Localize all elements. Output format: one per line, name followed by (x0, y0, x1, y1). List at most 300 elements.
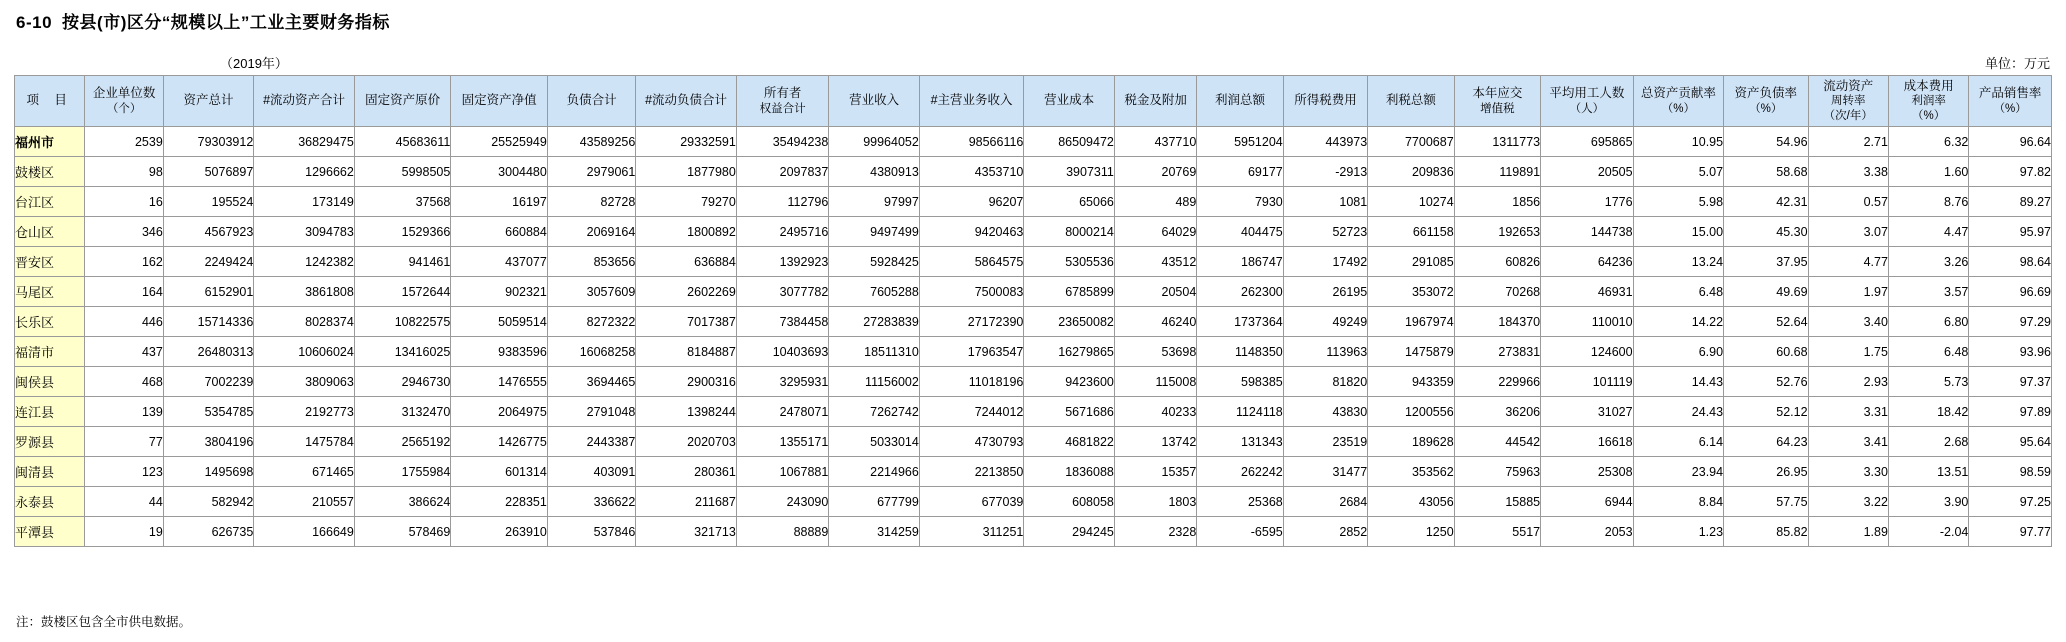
unit-label: 单位：万元 (1984, 56, 2050, 71)
table-cell: 11018196 (919, 367, 1024, 397)
table-cell: 98.64 (1969, 247, 2052, 277)
table-cell: 101119 (1541, 367, 1633, 397)
row-header-region: 长乐区 (15, 307, 85, 337)
table-cell: 353072 (1368, 277, 1454, 307)
table-cell: 229966 (1454, 367, 1540, 397)
table-cell: 1200556 (1368, 397, 1454, 427)
table-row (15, 487, 2052, 517)
table-cell: 192653 (1454, 217, 1540, 247)
table-cell: 404475 (1197, 217, 1283, 247)
table-cell: 601314 (451, 457, 548, 487)
table-cell: 3094783 (254, 217, 355, 247)
table-cell: 6944 (1541, 487, 1633, 517)
table-cell: 5033014 (829, 427, 919, 457)
table-cell: 2053 (1541, 517, 1633, 547)
col-header-cost-expense-margin: 成本费用 利润率 （%） (1888, 76, 1968, 127)
table-cell: 31477 (1283, 457, 1367, 487)
table-cell: 16279865 (1024, 337, 1114, 367)
table-cell: 262242 (1197, 457, 1283, 487)
table-cell: 336622 (547, 487, 635, 517)
table-cell: 60.68 (1724, 337, 1808, 367)
table-cell: 86509472 (1024, 127, 1114, 157)
table-cell: 98.59 (1969, 457, 2052, 487)
table-cell: 7384458 (736, 307, 828, 337)
table-cell: 291085 (1368, 247, 1454, 277)
table-cell: 2069164 (547, 217, 635, 247)
table-cell: 37.95 (1724, 247, 1808, 277)
table-cell: 3132470 (354, 397, 451, 427)
table-cell: 5076897 (163, 157, 253, 187)
table-cell: 3861808 (254, 277, 355, 307)
table-cell: 2192773 (254, 397, 355, 427)
col-header-total-asset-contribution-rate: 总资产贡献率 （%） (1633, 76, 1723, 127)
table-cell: 15357 (1114, 457, 1196, 487)
table-cell: 311251 (919, 517, 1024, 547)
table-cell: 3057609 (547, 277, 635, 307)
table-cell: 5.98 (1633, 187, 1723, 217)
table-cell: 1967974 (1368, 307, 1454, 337)
table-cell: 52.12 (1724, 397, 1808, 427)
table-cell: 99964052 (829, 127, 919, 157)
table-cell: 49249 (1283, 307, 1367, 337)
col-header-main-business-revenue: #主营业务收入 (919, 76, 1024, 127)
table-cell: 228351 (451, 487, 548, 517)
row-header-region: 马尾区 (15, 277, 85, 307)
table-cell: 3907311 (1024, 157, 1114, 187)
table-cell: 166649 (254, 517, 355, 547)
table-row (15, 367, 2052, 397)
table-cell: 45683611 (354, 127, 451, 157)
table-cell: 27283839 (829, 307, 919, 337)
table-cell: 636884 (636, 247, 737, 277)
table-cell: 943359 (1368, 367, 1454, 397)
table-cell: 82728 (547, 187, 635, 217)
col-header-current-asset-turnover: 流动资产 周转率 （次/年） (1808, 76, 1888, 127)
table-cell: 2.68 (1888, 427, 1968, 457)
table-cell: 26.95 (1724, 457, 1808, 487)
table-cell: 89.27 (1969, 187, 2052, 217)
row-header-region: 仓山区 (15, 217, 85, 247)
table-cell: 8.76 (1888, 187, 1968, 217)
table-cell: 7500083 (919, 277, 1024, 307)
table-cell: 1737364 (1197, 307, 1283, 337)
table-cell: 52723 (1283, 217, 1367, 247)
table-row (15, 337, 2052, 367)
col-header-product-sales-rate: 产品销售率 （%） (1969, 76, 2052, 127)
table-row (15, 217, 2052, 247)
table-cell: 110010 (1541, 307, 1633, 337)
table-cell: 23.94 (1633, 457, 1723, 487)
table-cell: 52.76 (1724, 367, 1808, 397)
row-header-region: 闽清县 (15, 457, 85, 487)
row-header-region: 晋安区 (15, 247, 85, 277)
col-header-average-employees: 平均用工人数 （人） (1541, 76, 1633, 127)
table-cell: 42.31 (1724, 187, 1808, 217)
table-cell: 1.89 (1808, 517, 1888, 547)
table-cell: 57.75 (1724, 487, 1808, 517)
table-cell: 9497499 (829, 217, 919, 247)
table-cell: -2913 (1283, 157, 1367, 187)
table-cell: -6595 (1197, 517, 1283, 547)
table-cell: 386624 (354, 487, 451, 517)
table-cell: 26195 (1283, 277, 1367, 307)
table-cell: 1529366 (354, 217, 451, 247)
table-cell: 209836 (1368, 157, 1454, 187)
table-cell: 139 (85, 397, 163, 427)
table-cell: 1426775 (451, 427, 548, 457)
table-cell: 1877980 (636, 157, 737, 187)
table-cell: 3694465 (547, 367, 635, 397)
table-cell: 37568 (354, 187, 451, 217)
table-cell: 98566116 (919, 127, 1024, 157)
table-row (15, 247, 2052, 277)
table-cell: 144738 (1541, 217, 1633, 247)
col-header-total-assets: 资产总计 (163, 76, 253, 127)
table-cell: 9423600 (1024, 367, 1114, 397)
table-cell: 4.77 (1808, 247, 1888, 277)
table-cell: 2020703 (636, 427, 737, 457)
table-cell: 64236 (1541, 247, 1633, 277)
table-cell: 294245 (1024, 517, 1114, 547)
table-cell: 1.23 (1633, 517, 1723, 547)
table-cell: 131343 (1197, 427, 1283, 457)
table-cell: 20505 (1541, 157, 1633, 187)
table-cell: 97.82 (1969, 157, 2052, 187)
table-cell: 53698 (1114, 337, 1196, 367)
table-number: 6-10 (16, 13, 53, 32)
table-cell: 88889 (736, 517, 828, 547)
table-cell: 65066 (1024, 187, 1114, 217)
table-cell: 1.97 (1808, 277, 1888, 307)
table-cell: 2064975 (451, 397, 548, 427)
table-cell: 2213850 (919, 457, 1024, 487)
table-cell: 43589256 (547, 127, 635, 157)
table-cell: 64.23 (1724, 427, 1808, 457)
table-cell: 1392923 (736, 247, 828, 277)
table-cell: 162 (85, 247, 163, 277)
table-cell: 19 (85, 517, 163, 547)
table-cell: 93.96 (1969, 337, 2052, 367)
col-header-vat-payable: 本年应交 增值税 (1454, 76, 1540, 127)
table-cell: 4380913 (829, 157, 919, 187)
table-cell: 1803 (1114, 487, 1196, 517)
col-header-asset-liability-ratio: 资产负债率 （%） (1724, 76, 1808, 127)
table-cell: 77 (85, 427, 163, 457)
table-row (15, 397, 2052, 427)
table-cell: 13742 (1114, 427, 1196, 457)
table-cell: 97.29 (1969, 307, 2052, 337)
table-cell: 2478071 (736, 397, 828, 427)
table-cell: 2214966 (829, 457, 919, 487)
table-cell: 353562 (1368, 457, 1454, 487)
table-cell: 10274 (1368, 187, 1454, 217)
table-cell: 1475784 (254, 427, 355, 457)
table-cell: 97.25 (1969, 487, 2052, 517)
table-row (15, 277, 2052, 307)
table-cell: 5.07 (1633, 157, 1723, 187)
row-header-region: 罗源县 (15, 427, 85, 457)
table-cell: 35494238 (736, 127, 828, 157)
table-cell: 1311773 (1454, 127, 1540, 157)
table-cell: 1242382 (254, 247, 355, 277)
table-cell: 16 (85, 187, 163, 217)
table-cell: 1475879 (1368, 337, 1454, 367)
table-cell: 3.22 (1808, 487, 1888, 517)
table-cell: 6.80 (1888, 307, 1968, 337)
table-cell: 2097837 (736, 157, 828, 187)
table-cell: 321713 (636, 517, 737, 547)
table-cell: 7930 (1197, 187, 1283, 217)
table-cell: 578469 (354, 517, 451, 547)
table-cell: 17492 (1283, 247, 1367, 277)
table-cell: 85.82 (1724, 517, 1808, 547)
page-title (14, 0, 2052, 33)
subheader (14, 49, 2052, 75)
table-cell: 17963547 (919, 337, 1024, 367)
table-cell: 582942 (163, 487, 253, 517)
row-header-region: 台江区 (15, 187, 85, 217)
table-cell: 2684 (1283, 487, 1367, 517)
table-cell: 446 (85, 307, 163, 337)
table-cell: 3.90 (1888, 487, 1968, 517)
table-cell: 24.43 (1633, 397, 1723, 427)
table-cell: 5998505 (354, 157, 451, 187)
table-cell: 195524 (163, 187, 253, 217)
table-cell: 25308 (1541, 457, 1633, 487)
table-cell: 5354785 (163, 397, 253, 427)
table-cell: 7002239 (163, 367, 253, 397)
table-cell: 13.51 (1888, 457, 1968, 487)
table-cell: 437710 (1114, 127, 1196, 157)
table-cell: 1148350 (1197, 337, 1283, 367)
col-header-total-profit: 利润总额 (1197, 76, 1283, 127)
table-cell: 7605288 (829, 277, 919, 307)
table-cell: 8184887 (636, 337, 737, 367)
table-cell: 3804196 (163, 427, 253, 457)
table-cell: 263910 (451, 517, 548, 547)
table-cell: 1081 (1283, 187, 1367, 217)
table-cell: 7017387 (636, 307, 737, 337)
table-cell: 164 (85, 277, 163, 307)
table-cell: 677799 (829, 487, 919, 517)
table-cell: 2328 (1114, 517, 1196, 547)
table-cell: 6152901 (163, 277, 253, 307)
table-cell: 124600 (1541, 337, 1633, 367)
col-header-operating-cost: 营业成本 (1024, 76, 1114, 127)
table-cell: 1250 (1368, 517, 1454, 547)
sub-margin: 利润率 （%） (1911, 95, 1946, 122)
table-cell: 184370 (1454, 307, 1540, 337)
table-cell: 189628 (1368, 427, 1454, 457)
table-cell: 64029 (1114, 217, 1196, 247)
table-cell: 16197 (451, 187, 548, 217)
table-cell: 6.14 (1633, 427, 1723, 457)
table-cell: 3295931 (736, 367, 828, 397)
table-cell: 1836088 (1024, 457, 1114, 487)
table-cell: 13.24 (1633, 247, 1723, 277)
table-cell: 2495716 (736, 217, 828, 247)
table-row (15, 307, 2052, 337)
table-cell: 941461 (354, 247, 451, 277)
table-row (15, 457, 2052, 487)
table-cell: 97.89 (1969, 397, 2052, 427)
table-cell: 75963 (1454, 457, 1540, 487)
table-cell: 79303912 (163, 127, 253, 157)
table-cell: 43512 (1114, 247, 1196, 277)
row-header-region: 平潭县 (15, 517, 85, 547)
table-cell: 1776 (1541, 187, 1633, 217)
table-header (15, 76, 2052, 127)
table-cell: 6.90 (1633, 337, 1723, 367)
table-cell: 123 (85, 457, 163, 487)
table-cell: 113963 (1283, 337, 1367, 367)
table-cell: 8272322 (547, 307, 635, 337)
table-cell: 43056 (1368, 487, 1454, 517)
table-cell: 489 (1114, 187, 1196, 217)
year-label: （2019年） (220, 56, 288, 71)
col-header-fixed-assets-net: 固定资产净值 (451, 76, 548, 127)
table-cell: 29332591 (636, 127, 737, 157)
table-cell: 79270 (636, 187, 737, 217)
table-cell: 2946730 (354, 367, 451, 397)
table-row (15, 427, 2052, 457)
row-header-region: 福清市 (15, 337, 85, 367)
table-cell: 6.48 (1633, 277, 1723, 307)
table-cell: 27172390 (919, 307, 1024, 337)
row-header-region: 福州市 (15, 127, 85, 157)
table-cell: 262300 (1197, 277, 1283, 307)
table-cell: 403091 (547, 457, 635, 487)
table-cell: 4567923 (163, 217, 253, 247)
table-cell: 437 (85, 337, 163, 367)
table-cell: 16618 (1541, 427, 1633, 457)
table-cell: 1.75 (1808, 337, 1888, 367)
table-cell: 2852 (1283, 517, 1367, 547)
table-body (15, 127, 2052, 547)
table-cell: 5951204 (1197, 127, 1283, 157)
table-cell: 23650082 (1024, 307, 1114, 337)
table-cell: 4353710 (919, 157, 1024, 187)
table-cell: 5928425 (829, 247, 919, 277)
col-header-profit-and-tax: 利税总额 (1368, 76, 1454, 127)
table-cell: 49.69 (1724, 277, 1808, 307)
table-cell: 96.69 (1969, 277, 2052, 307)
table-cell: 3.40 (1808, 307, 1888, 337)
table-cell: 7244012 (919, 397, 1024, 427)
table-cell: 437077 (451, 247, 548, 277)
table-cell: 468 (85, 367, 163, 397)
table-cell: 6.32 (1888, 127, 1968, 157)
col-header-income-tax: 所得税费用 (1283, 76, 1367, 127)
col-header-taxes-surcharges: 税金及附加 (1114, 76, 1196, 127)
table-cell: 58.68 (1724, 157, 1808, 187)
table-cell: 186747 (1197, 247, 1283, 277)
table-cell: 5305536 (1024, 247, 1114, 277)
table-cell: 43830 (1283, 397, 1367, 427)
table-cell: 5059514 (451, 307, 548, 337)
table-row (15, 517, 2052, 547)
table-cell: 13416025 (354, 337, 451, 367)
table-cell: 70268 (1454, 277, 1540, 307)
sub-turnover: 周转率 （次/年） (1823, 95, 1873, 122)
table-cell: 608058 (1024, 487, 1114, 517)
table-cell: 902321 (451, 277, 548, 307)
table-cell: 3809063 (254, 367, 355, 397)
table-cell: 7700687 (1368, 127, 1454, 157)
table-cell: 2900316 (636, 367, 737, 397)
table-cell: 2249424 (163, 247, 253, 277)
col-header-operating-revenue: 营业收入 (829, 76, 919, 127)
table-cell: 4.47 (1888, 217, 1968, 247)
table-cell: 3.31 (1808, 397, 1888, 427)
table-cell: 211687 (636, 487, 737, 517)
table-cell: 3.07 (1808, 217, 1888, 247)
table-cell: 314259 (829, 517, 919, 547)
table-cell: 54.96 (1724, 127, 1808, 157)
table-cell: 10403693 (736, 337, 828, 367)
table-row (15, 187, 2052, 217)
table-cell: 2979061 (547, 157, 635, 187)
table-cell: 1755984 (354, 457, 451, 487)
table-cell: 1.60 (1888, 157, 1968, 187)
table-cell: 853656 (547, 247, 635, 277)
col-header-total-liabilities: 负债合计 (547, 76, 635, 127)
table-cell: 7262742 (829, 397, 919, 427)
table-row (15, 157, 2052, 187)
table-cell: 5517 (1454, 517, 1540, 547)
table-cell: 8000214 (1024, 217, 1114, 247)
table-cell: 4730793 (919, 427, 1024, 457)
table-cell: 36829475 (254, 127, 355, 157)
table-cell: 98 (85, 157, 163, 187)
table-cell: 15714336 (163, 307, 253, 337)
table-cell: 3.41 (1808, 427, 1888, 457)
table-cell: 20769 (1114, 157, 1196, 187)
row-header-region: 鼓楼区 (15, 157, 85, 187)
table-cell: 40233 (1114, 397, 1196, 427)
table-cell: 8028374 (254, 307, 355, 337)
table-cell: 69177 (1197, 157, 1283, 187)
table-cell: 36206 (1454, 397, 1540, 427)
table-cell: 16068258 (547, 337, 635, 367)
table-cell: 23519 (1283, 427, 1367, 457)
table-cell: 25525949 (451, 127, 548, 157)
table-cell: 6785899 (1024, 277, 1114, 307)
table-cell: 31027 (1541, 397, 1633, 427)
table-cell: 60826 (1454, 247, 1540, 277)
table-cell: 10.95 (1633, 127, 1723, 157)
col-header-owners-equity: 所有者 权益合计 (736, 76, 828, 127)
table-cell: -2.04 (1888, 517, 1968, 547)
table-cell: 46931 (1541, 277, 1633, 307)
table-cell: 1800892 (636, 217, 737, 247)
table-cell: 10606024 (254, 337, 355, 367)
table-cell: 6.48 (1888, 337, 1968, 367)
table-cell: 173149 (254, 187, 355, 217)
table-cell: 45.30 (1724, 217, 1808, 247)
table-cell: 14.22 (1633, 307, 1723, 337)
table-cell: 1856 (1454, 187, 1540, 217)
financial-indicators-table (14, 75, 2052, 547)
header-row (15, 76, 2052, 127)
row-header-region: 永泰县 (15, 487, 85, 517)
table-cell: 95.97 (1969, 217, 2052, 247)
table-cell: 44542 (1454, 427, 1540, 457)
table-cell: 1067881 (736, 457, 828, 487)
table-cell: 1355171 (736, 427, 828, 457)
col-header-enterprises: 企业单位数 （个） (85, 76, 163, 127)
table-cell: 280361 (636, 457, 737, 487)
